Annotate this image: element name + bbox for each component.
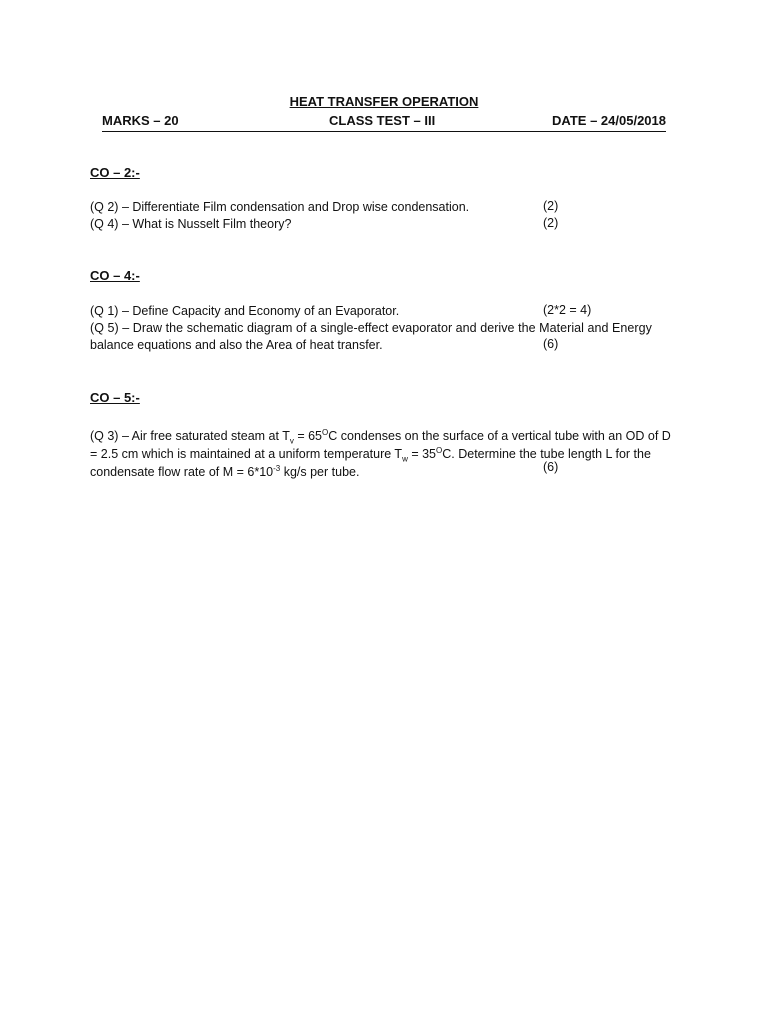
question-text: = 2.5 cm which is maintained at a uniform temperature T xyxy=(90,447,403,462)
superscript: O xyxy=(436,446,443,455)
question-marks: (2) xyxy=(543,216,559,230)
question-text: balance equations and also the Area of heat transfer. xyxy=(90,338,383,352)
section-heading-co2: CO – 2:- xyxy=(90,165,140,180)
section-heading-co4: CO – 4:- xyxy=(90,268,140,283)
question-text: (Q 2) – Differentiate Film condensation and Drop wise condensation. xyxy=(90,200,470,214)
date-label: DATE – 24/05/2018 xyxy=(552,113,666,128)
question-text: (Q 4) – What is Nusselt Film theory? xyxy=(90,217,292,231)
header-row xyxy=(102,113,666,132)
question-marks: (6) xyxy=(543,337,559,351)
subscript: w xyxy=(402,454,408,464)
question-marks: (2*2 = 4) xyxy=(543,303,592,317)
marks-label: MARKS – 20 xyxy=(102,113,179,128)
question-text: (Q 1) – Define Capacity and Economy of an Evaporator. xyxy=(90,304,400,318)
subscript: v xyxy=(289,436,294,446)
question-text: kg/s per tube. xyxy=(280,465,360,480)
question-q2 xyxy=(90,199,678,216)
question-q5-line1 xyxy=(90,320,678,337)
question-q5-line2 xyxy=(90,337,678,354)
question-q4 xyxy=(90,216,678,233)
question-text: condensate flow rate of M = 6*10 xyxy=(90,465,274,480)
question-text: (Q 5) – Draw the schematic diagram of a single-effect evaporator and derive the Material and Energy xyxy=(90,321,652,335)
question-text: C condenses on the surface of a vertical tube with an OD of D xyxy=(328,429,671,444)
superscript: O xyxy=(322,428,329,437)
question-marks: (2) xyxy=(543,199,559,213)
superscript: -3 xyxy=(273,464,281,473)
question-text: = 65 xyxy=(293,429,323,444)
class-test-label: CLASS TEST – III xyxy=(329,113,436,128)
question-text: (Q 3) – Air free saturated steam at T xyxy=(90,429,290,444)
section-heading-co5: CO – 5:- xyxy=(90,390,140,405)
question-text: C. Determine the tube length L for the xyxy=(442,447,651,462)
question-text: = 35 xyxy=(407,447,437,462)
document-title: HEAT TRANSFER OPERATION xyxy=(289,94,479,109)
question-q3-line3 xyxy=(90,460,678,481)
question-marks: (6) xyxy=(543,460,559,474)
